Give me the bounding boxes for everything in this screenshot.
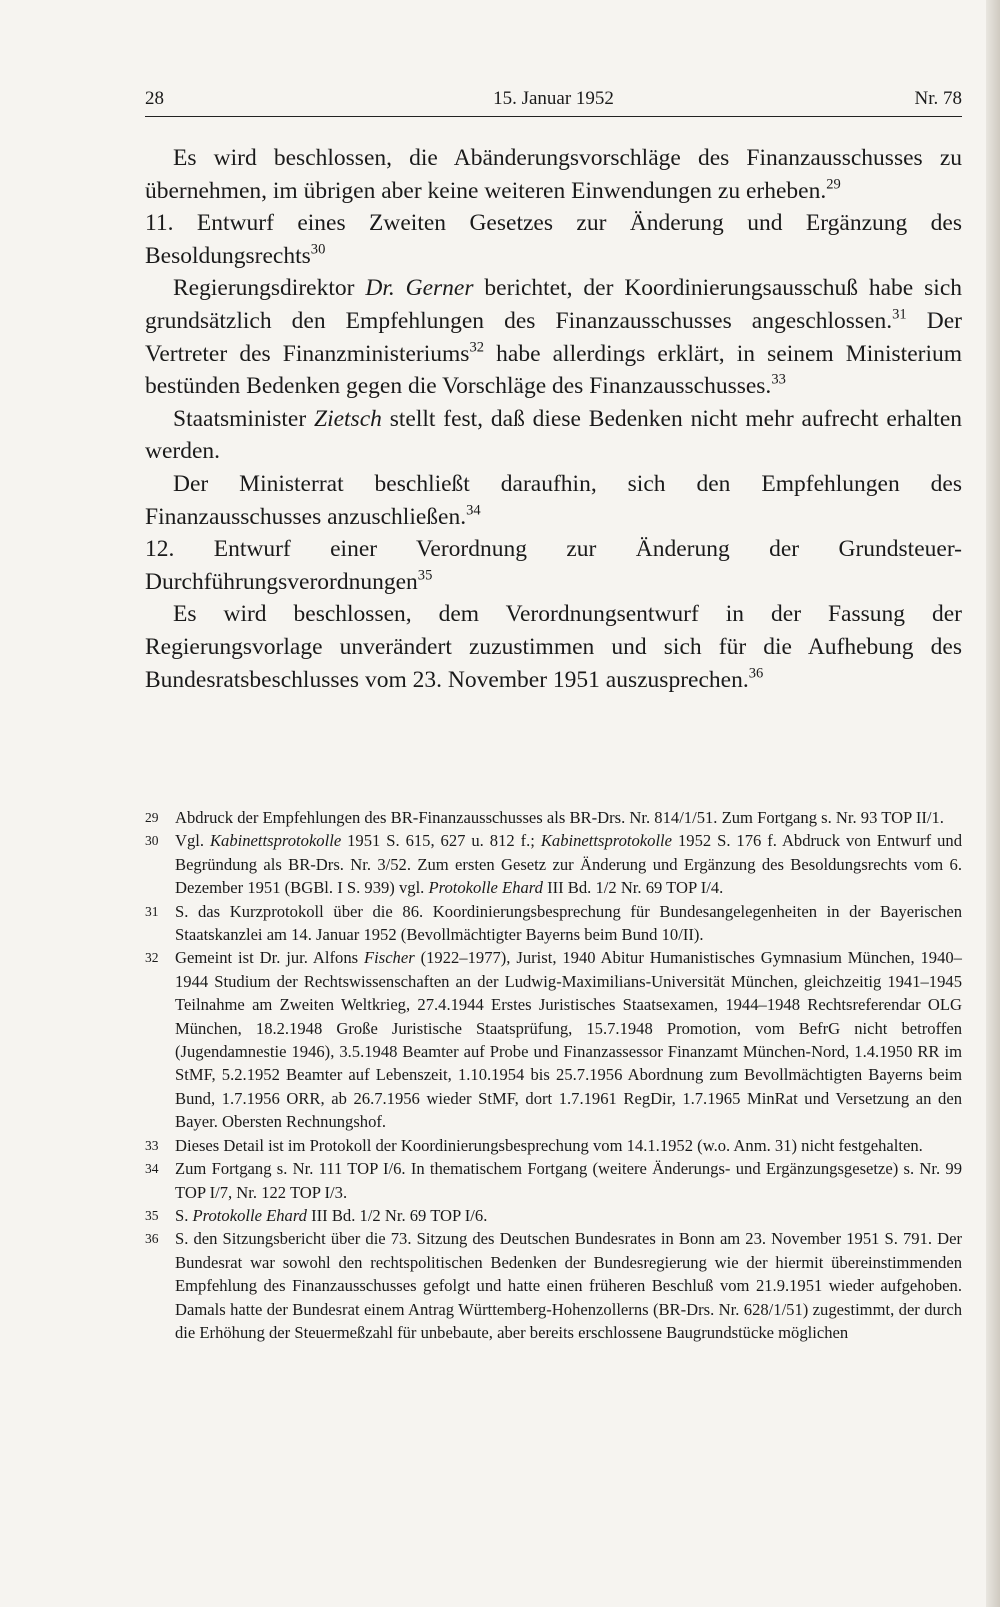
agenda-item-11: 11. Entwurf eines Zweiten Gesetzes zur Änderung und Ergänzung des Besoldungsrechts$^{30}$ — [145, 210, 962, 269]
agenda-item-12: 12. Entwurf einer Verordnung zur Änderung der Grundsteuer-Durchführungsverordnungen$^{35}$ — [145, 536, 962, 595]
running-header — [145, 86, 962, 117]
paragraph-ministerrat: Der Ministerrat beschließt daraufhin, sich den Empfehlungen des Finanzausschusses anzuschließen.$^{34}$ — [145, 470, 962, 530]
footnote-34: 34 Zum Fortgang s. Nr. 111 TOP I/6. In thematischem Fortgang (weitere Änderungs- und Ergänzungsgesetze) s. Nr. 99 TOP I/7, Nr. 122 TOP I/3. — [145, 1159, 962, 1202]
page-edge-shadow — [986, 0, 1000, 1607]
main-text — [145, 142, 962, 696]
person-name: Dr. Gerner — [365, 275, 474, 302]
person-name: Zietsch — [314, 405, 382, 432]
paragraph-gerner-report: Regierungsdirektor Dr. Gerner berichtet, der Koordinierungsausschuß habe sich grundsätzlich den Empfehlungen des Finanzausschusses angeschlossen.$^{31}$ Der Vertreter des Finanzministeriums$^{32}$ habe allerdings erklärt, in seinem Ministerium bestünden Bedenken gegen die Vorschläge des Finanzausschusses.$^{33}$ — [145, 275, 963, 400]
footnote-ref[interactable]: 35 — [417, 567, 433, 584]
footnote-31: 31 S. das Kurzprotokoll über die 86. Koordinierungsbesprechung für Bundesangelegenheiten in der Bayerischen Staatskanzlei am 14. Januar 1952 (Bevollmächtigter Bayerns beim Bund 10/II). — [145, 901, 962, 945]
footnote-ref[interactable]: 31 — [892, 306, 907, 323]
footnote-ref[interactable]: 30 — [310, 241, 326, 258]
document-number: Nr. 78 — [914, 88, 962, 109]
footnote-32: 32 Gemeint ist Dr. jur. Alfons Fischer (1922–1977), Jurist, 1940 Abitur Humanistisches Gymnasium München, 1940–1944 Studium der Rechtswissenschaften an der Ludwig-Maximilians-Universität München, gleichzeitig 1941–1945 Teilnahme am Zweiten Weltkrieg, 27.4.1944 Erstes Juristisches Staatsexamen, 1944–1948 Rechtsreferendar OLG München, 18.2.1948 Große Juristische Staatsprüfung, 15.7.1948 Promotion, vom BefrG nicht betroffen (Jugendamnestie 1946), 3.5.1948 Beamter auf Probe und Finanzassessor Finanzamt München-Nord, 1.4.1950 RR im StMF, 5.2.1952 Beamter auf Lebenszeit, 1.10.1954 bis 25.7.1956 Abordnung zum Bevollmächtigten Bayerns beim Bund, 1.7.1956 ORR, ab 26.7.1956 wieder StMF, dort 1.7.1961 RegDir, 1.7.1965 MinRat und Versetzung an den Bayer. Obersten Rechnungshof. — [145, 948, 962, 1132]
footnote-29: 29 Abdruck der Empfehlungen des BR-Finanzausschusses als BR-Drs. Nr. 814/1/51. Zum Fortgang s. Nr. 93 TOP II/1. — [145, 808, 944, 827]
paragraph-resolution-finance: Es wird beschlossen, die Abänderungsvorschläge des Finanzausschusses zu übernehmen, im übrigen aber keine weiteren Einwendungen zu erheben.$^{29}$ — [145, 145, 962, 204]
header-date: 15. Januar 1952 — [493, 88, 614, 109]
footnote-33: 33 Dieses Detail ist im Protokoll der Koordinierungsbesprechung vom 14.1.1952 (w.o. Anm. 31) nicht festgehalten. — [145, 1135, 923, 1155]
footnote-ref[interactable]: 34 — [466, 502, 481, 519]
footnote-ref[interactable]: 29 — [826, 176, 841, 193]
footnote-30: 30 Vgl. Kabinettsprotokolle 1951 S. 615, 627 u. 812 f.; Kabinettsprotokolle 1952 S. 176 f. Abdruck von Entwurf und Begründung als BR-Drs. Nr. 3/52. Zum ersten Gesetz zur Änderung und Ergänzung des Besoldungsrechts vom 6. Dezember 1951 (BGBl. I S. 939) vgl. Protokolle Ehard III Bd. 1/2 Nr. 69 TOP I/4. — [145, 831, 962, 898]
footnote-35: 35 S. Protokolle Ehard III Bd. 1/2 Nr. 69 TOP I/6. — [145, 1205, 488, 1225]
footnote-ref[interactable]: 32 — [469, 339, 485, 356]
footnote-36: 36 S. den Sitzungsbericht über die 73. Sitzung des Deutschen Bundesrates in Bonn am 23. November 1951 S. 791. Der Bundesrat war sowohl den rechtspolitischen Bedenken der Bundesregierung wie der hiermit übereinstimmenden Empfehlung des Finanzausschusses gefolgt und hatte einen früheren Beschluß vom 21.9.1951 wieder aufgehoben. Damals hatte der Bundesrat einem Antrag Württemberg-Hohenzollerns (BR-Drs. Nr. 628/1/51) zugestimmt, der durch die Erhöhung der Steuermeßzahl für unbebaute, aber bereits erschlossene Baugrundstücke möglichen — [145, 1229, 962, 1342]
paragraph-zietsch: Staatsminister Zietsch stellt fest, daß diese Bedenken nicht mehr aufrecht erhalten werden. — [145, 405, 962, 465]
page-number: 28 — [145, 88, 164, 109]
footnote-ref[interactable]: 33 — [771, 371, 786, 388]
footnotes — [145, 806, 962, 1344]
footnote-ref[interactable]: 36 — [748, 665, 764, 682]
paragraph-resolution-ordinance: Es wird beschlossen, dem Verordnungsentwurf in der Fassung der Regierungsvorlage unverändert zuzustimmen und sich für die Aufhebung des Bundesratsbeschlusses vom 23. November 1951 auszusprechen.$^{36}$ — [145, 601, 962, 693]
